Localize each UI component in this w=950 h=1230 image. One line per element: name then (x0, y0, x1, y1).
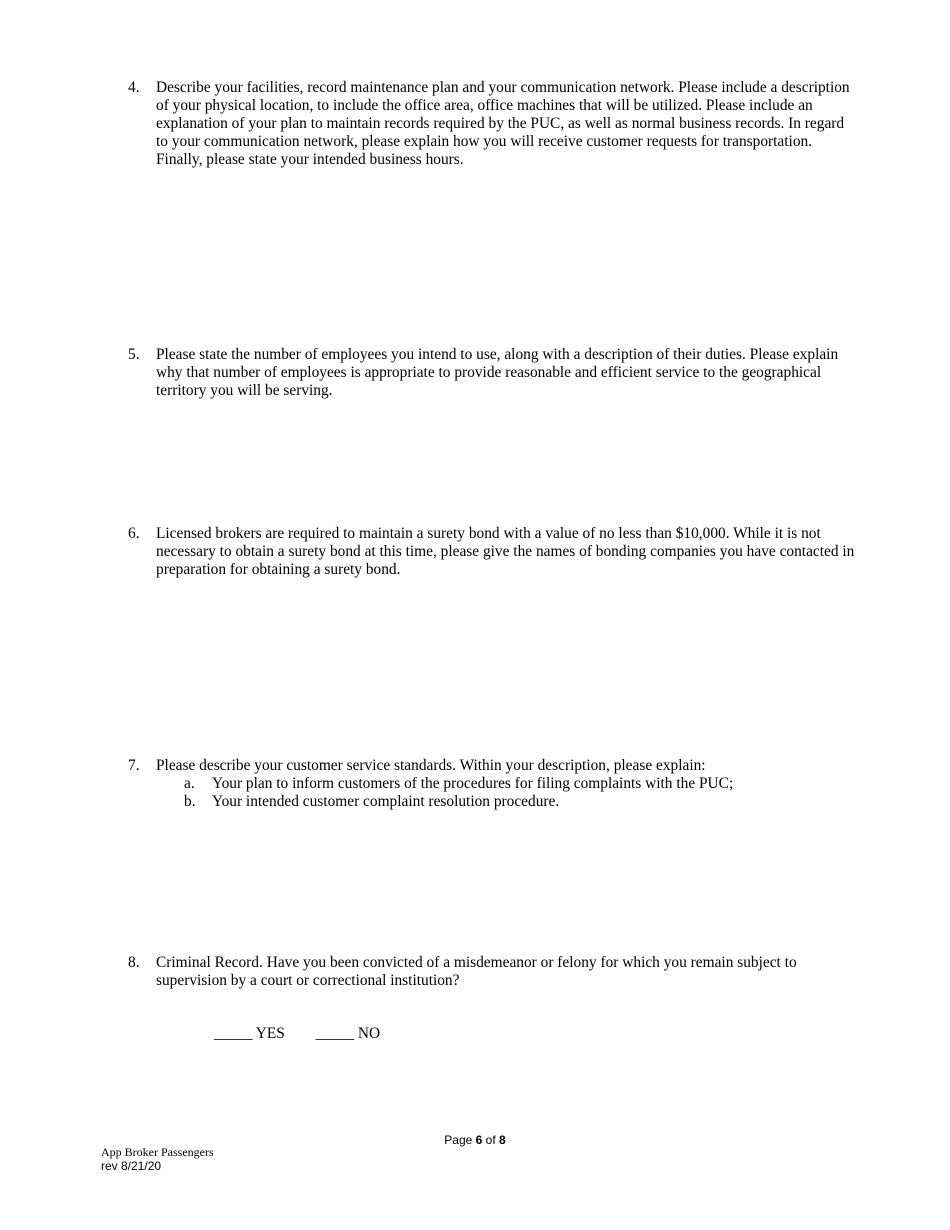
question-number: 5. (128, 346, 140, 363)
question-text: Describe your facilities, record maintenance plan and your communication network. Please include a description of your physical location, to include the office area, office machines that will be utilized. Please include an explanation of your plan to maintain records required by the PUC, as well as normal business records. In regard to your communication network, please explain how you will receive customer requests for transportation. Finally, please state your intended business hours. (156, 79, 850, 168)
sub-item-letter: b. (184, 793, 196, 810)
sub-item-text: Your intended customer complaint resolution procedure. (212, 793, 560, 810)
page-of: of (485, 1133, 496, 1147)
question-4 (128, 79, 858, 169)
page-prefix: Page (444, 1133, 473, 1147)
question-6 (128, 525, 858, 579)
form-name: App Broker Passengers (101, 1145, 214, 1159)
revision-date: rev 8/21/20 (101, 1159, 162, 1173)
sub-item-a (184, 775, 858, 793)
question-number: 8. (128, 954, 140, 971)
question-7 (128, 757, 858, 811)
sub-item-letter: a. (184, 775, 195, 792)
no-blank[interactable]: _____ NO (315, 1025, 381, 1042)
question-text: Criminal Record. Have you been convicted of a misdemeanor or felony for which you remain subject to supervision by a court or correctional institution? (156, 954, 797, 989)
question-text: Please state the number of employees you intend to use, along with a description of their duties. Please explain why that number of employees is appropriate to provide reasonable and efficient service to the geographical territory you will be serving. (156, 346, 839, 399)
yes-blank[interactable]: _____ YES (214, 1025, 285, 1042)
question-number: 7. (128, 757, 140, 774)
question-text: Licensed brokers are required to maintain a surety bond with a value of no less than $10,000. While it is not necessary to obtain a surety bond at this time, please give the names of bonding companies you have contacted in preparation for obtaining a surety bond. (156, 525, 855, 578)
question-5 (128, 346, 858, 400)
sub-item-text: Your plan to inform customers of the procedures for filing complaints with the PUC; (212, 775, 734, 792)
question-8 (128, 954, 858, 990)
total-pages: 8 (499, 1133, 506, 1147)
footer (101, 1145, 214, 1173)
question-text: Please describe your customer service standards. Within your description, please explain: (156, 757, 706, 774)
question-number: 4. (128, 79, 140, 96)
current-page: 6 (475, 1133, 483, 1147)
yes-no-answer (214, 1025, 380, 1043)
sub-item-b (184, 793, 858, 811)
question-number: 6. (128, 525, 140, 542)
